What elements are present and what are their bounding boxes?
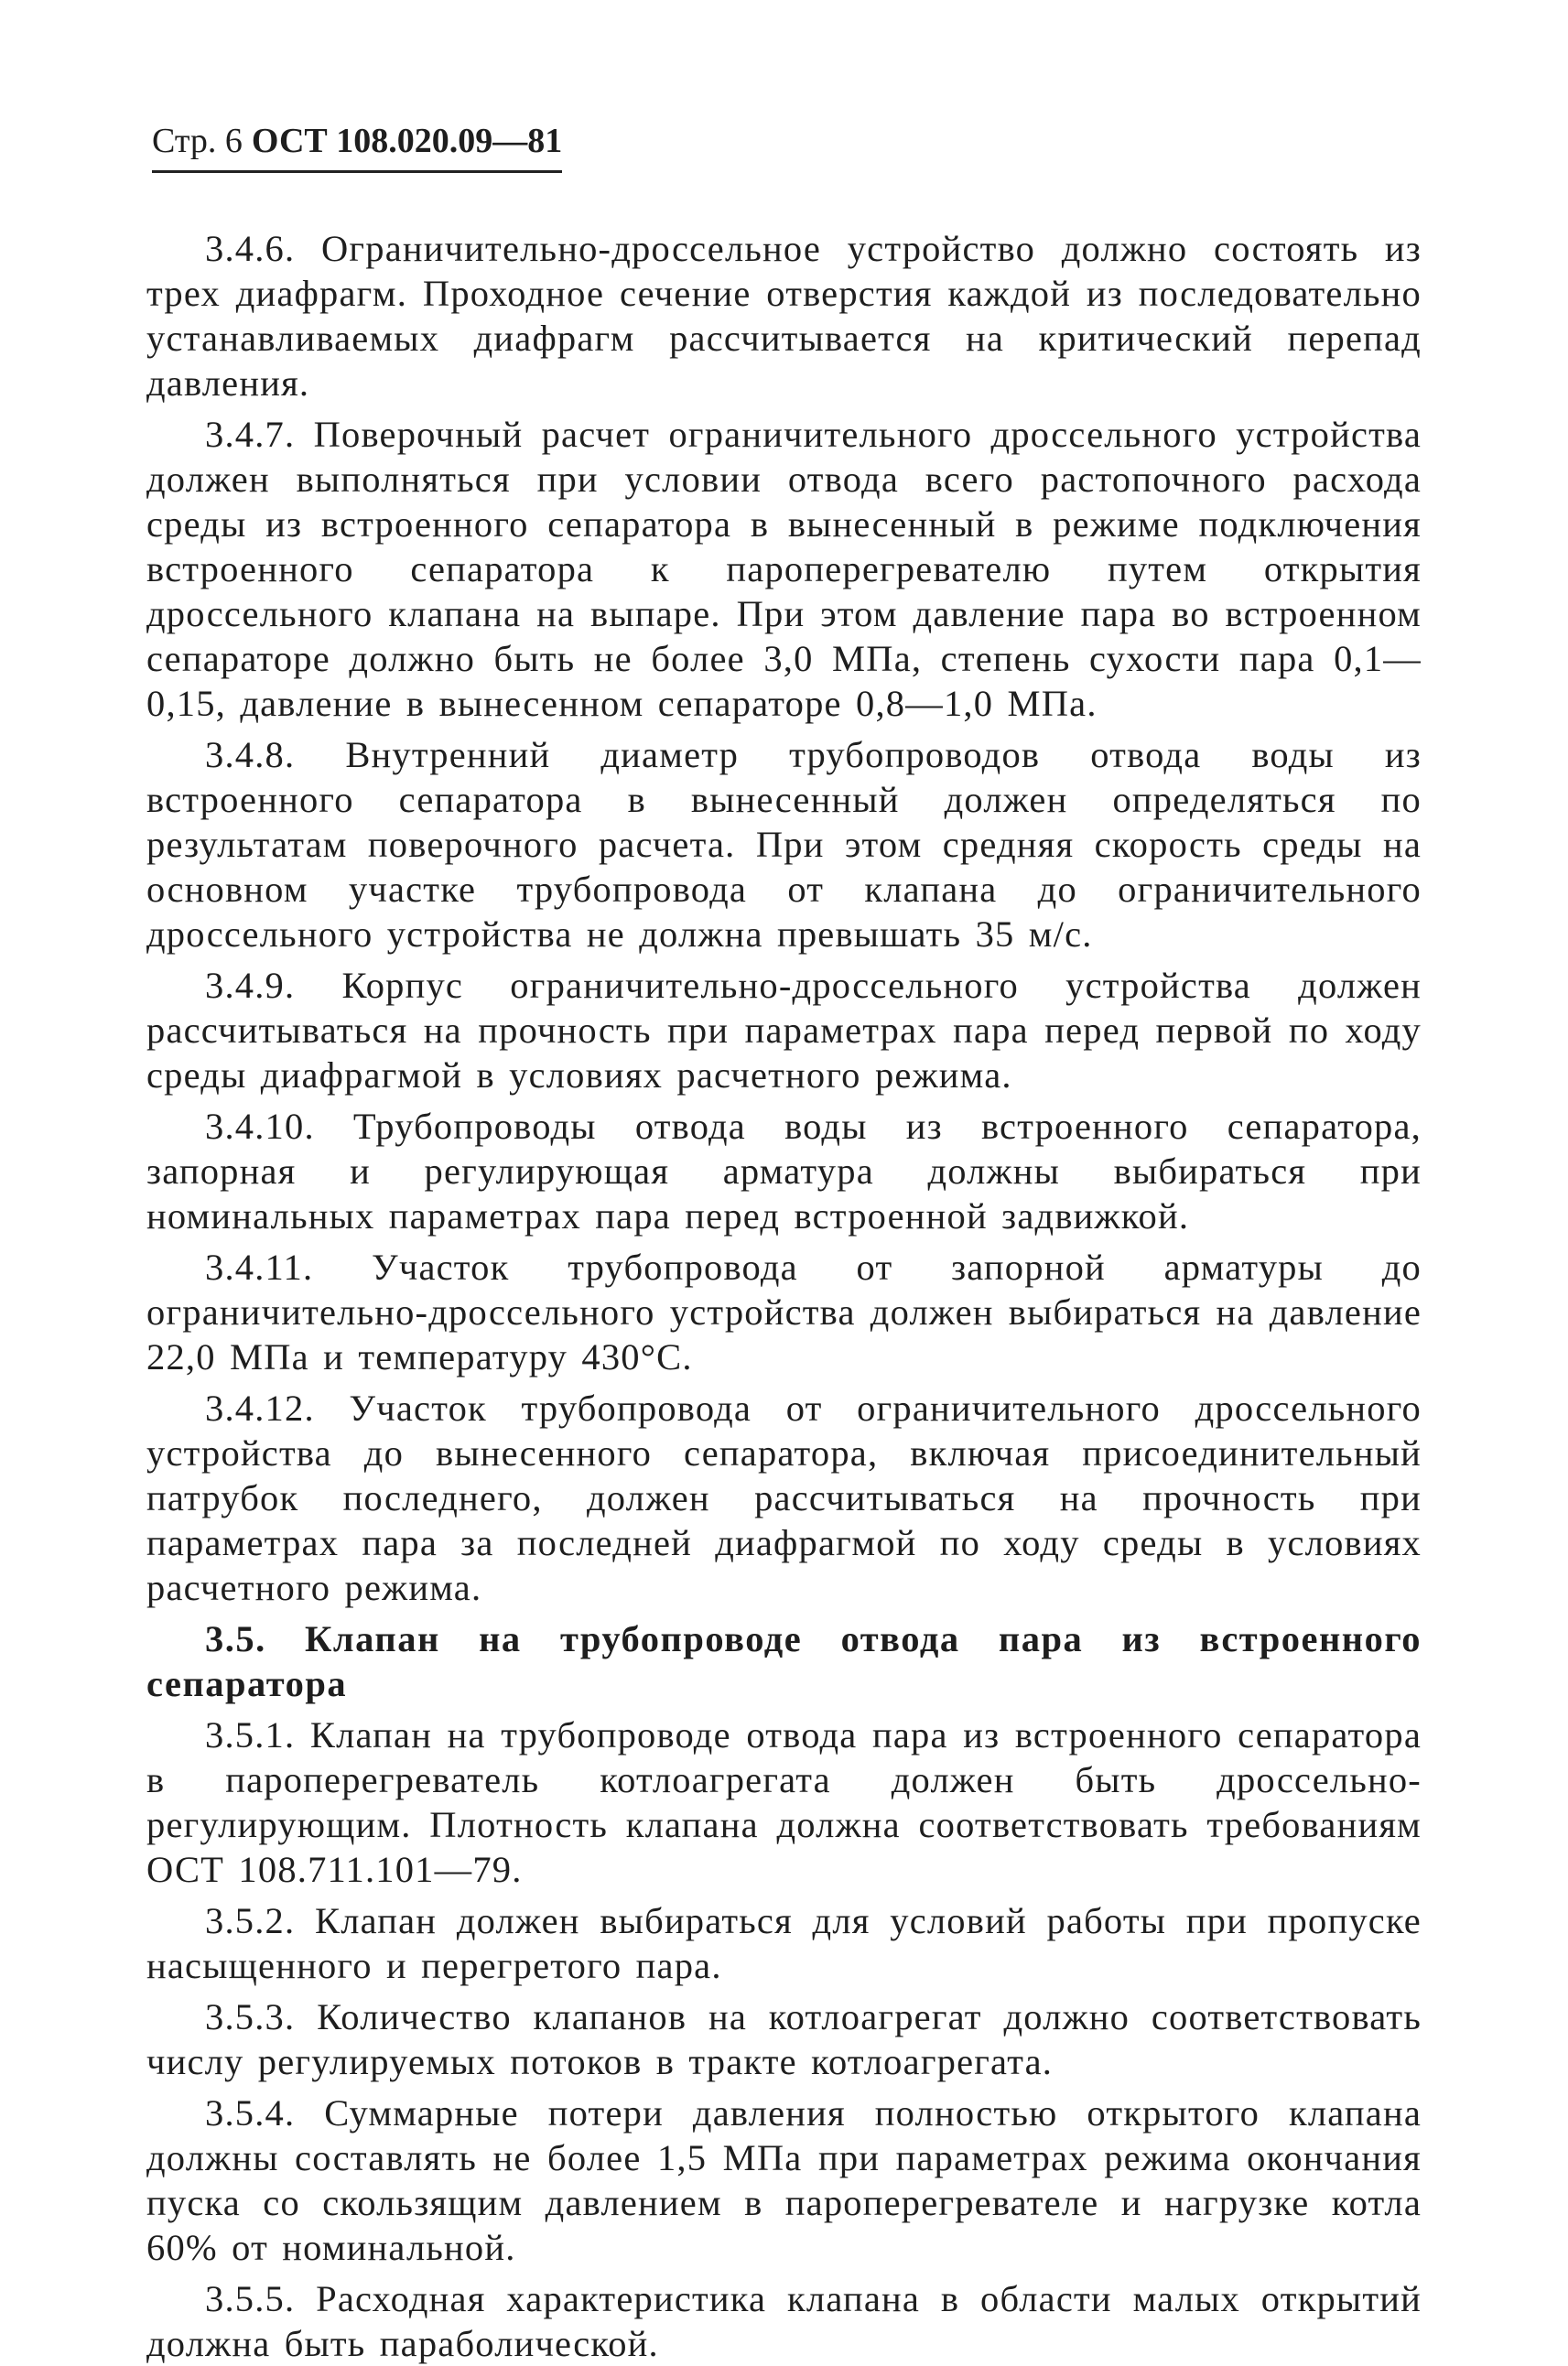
clause-3-4-12: 3.4.12. Участок трубопровода от ограничительного дроссельного устройства до вынесенного сепаратора, включая присоединительный патрубок последнего, должен рассчитываться на прочность при параметрах пара за последней диафрагмой по ходу среды в условиях расчетного режима. [146, 1388, 1422, 1608]
clause-3-4-9: 3.4.9. Корпус ограничительно-дроссельного устройства должен рассчитываться на прочность при параметрах пара перед первой по ходу среды диафрагмой в условиях расчетного режима. [146, 965, 1422, 1096]
clause-3-4-8: 3.4.8. Внутренний диаметр трубопроводов отвода воды из встроенного сепаратора в вынесенный должен определяться по результатам поверочного расчета. При этом средняя скорость среды на основном участке трубопровода от клапана до ограничительного дроссельного устройства не должна превышать 35 м/с. [146, 734, 1422, 955]
clause-3-4-7: 3.4.7. Поверочный расчет ограничительного дроссельного устройства должен выполняться при условии отвода всего растопочного расхода среды из встроенного сепаратора в вынесенный в режиме подключения встроенного сепаратора к пароперегревателю путем открытия дроссельного клапана на выпаре. При этом давление пара во встроенном сепараторе должно быть не более 3,0 МПа, степень сухости пара 0,1—0,15, давление в вынесенном сепараторе 0,8—1,0 МПа. [146, 414, 1422, 724]
page-number: Стр. 6 [152, 122, 243, 160]
clause-3-4-10: 3.4.10. Трубопроводы отвода воды из встроенного сепаратора, запорная и регулирующая арматура должны выбираться при номинальных параметрах пара перед встроенной задвижкой. [146, 1106, 1422, 1237]
standard-designation: ОСТ 108.020.09—81 [251, 122, 563, 160]
clause-3-4-11: 3.4.11. Участок трубопровода от запорной арматуры до ограничительно-дроссельного устройства должен выбираться на давление 22,0 МПа и температуру 430°С. [146, 1247, 1422, 1377]
document-body [146, 226, 1422, 2366]
page-header [152, 117, 562, 173]
clause-3-5-2: 3.5.2. Клапан должен выбираться для условий работы при пропуске насыщенного и перегретого пара. [146, 1900, 1422, 1986]
clause-3-5-5: 3.5.5. Расходная характеристика клапана в области малых открытий должна быть параболической. [146, 2278, 1422, 2364]
clause-3-5-1: 3.5.1. Клапан на трубопроводе отвода пара из встроенного сепаратора в пароперегреватель котлоагрегата должен быть дроссельно-регулирующим. Плотность клапана должна соответствовать требованиям ОСТ 108.711.101—79. [146, 1714, 1422, 1890]
clause-3-4-6: 3.4.6. Ограничительно-дроссельное устройство должно состоять из трех диафрагм. Проходное сечение отверстия каждой из последовательно устанавливаемых диафрагм рассчитывается на критический перепад давления. [146, 228, 1422, 404]
clause-3-5-3: 3.5.3. Количество клапанов на котлоагрегат должно соответствовать числу регулируемых потоков в тракте котлоагрегата. [146, 1996, 1422, 2082]
section-heading-3-5: 3.5. Клапан на трубопроводе отвода пара из встроенного сепаратора [146, 1618, 1422, 1704]
clause-3-5-4: 3.5.4. Суммарные потери давления полностью открытого клапана должны составлять не более 1,5 МПа при параметрах режима окончания пуска со скользящим давлением в пароперегревателе и нагрузке котла 60% от номинальной. [146, 2092, 1422, 2268]
